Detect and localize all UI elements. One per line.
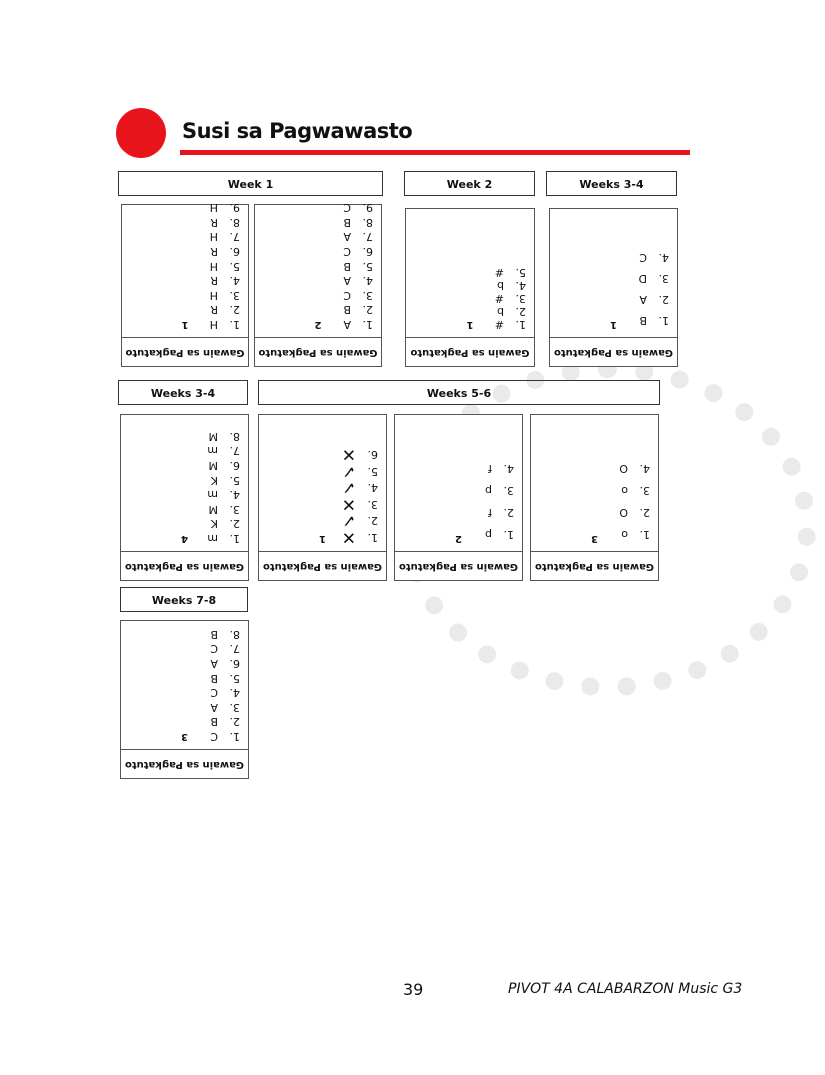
answer-value: # <box>494 318 504 331</box>
answer-item <box>406 266 526 279</box>
answer-value: m <box>207 444 218 458</box>
answer-value: b <box>497 305 504 318</box>
answer-panel <box>394 414 523 581</box>
item-number: 4. <box>658 251 669 264</box>
answer-item <box>121 472 240 487</box>
answer-value: B <box>210 671 218 685</box>
answer-item <box>550 289 669 310</box>
item-number: 8. <box>229 215 240 229</box>
panel-title: Gawain sa Pagkatuto 1 <box>122 337 248 366</box>
answer-panel <box>120 414 249 581</box>
answer-item <box>550 247 669 268</box>
answer-item <box>255 258 373 273</box>
item-number: 3. <box>367 498 378 511</box>
page-title: Susi sa Pagwawasto <box>182 119 413 143</box>
answer-item <box>395 457 514 479</box>
answer-item <box>259 496 378 513</box>
answer-panel <box>530 414 659 581</box>
answer-item <box>121 428 240 443</box>
item-number: 2. <box>515 305 526 318</box>
item-number: 5. <box>515 266 526 279</box>
item-number: 1. <box>229 318 240 331</box>
answer-item <box>121 501 240 516</box>
answer-value: B <box>210 627 218 641</box>
item-number: 4. <box>515 279 526 292</box>
item-number: 9. <box>362 201 373 215</box>
item-number: 3. <box>658 272 669 285</box>
item-number: 1. <box>503 528 514 541</box>
item-number: 6. <box>229 245 240 259</box>
answer-value: K <box>210 517 218 531</box>
answer-item <box>122 214 240 229</box>
answer-item <box>395 501 514 523</box>
item-number: 8. <box>229 627 240 641</box>
answer-item <box>121 487 240 502</box>
answer-item <box>122 229 240 244</box>
answer-value: B <box>343 259 351 273</box>
answer-panel <box>121 201 249 367</box>
answer-value: o <box>621 484 628 497</box>
item-number: 1. <box>367 531 378 544</box>
panel-title: Gawain sa Pagkatuto 3 <box>121 749 248 778</box>
item-number: 5. <box>229 259 240 273</box>
item-number: 3. <box>229 288 240 302</box>
page-number: 39 <box>403 980 424 999</box>
answer-item <box>255 287 373 302</box>
answer-item <box>406 292 526 305</box>
answer-mark-icon: ✓ <box>341 477 356 498</box>
answer-value: C <box>210 686 218 700</box>
weeks-5-6-header: Weeks 5-6 <box>258 380 660 405</box>
answer-value: R <box>210 245 218 259</box>
answer-mark-icon: ✕ <box>341 494 356 514</box>
answer-item <box>122 287 240 302</box>
item-number: 5. <box>367 465 378 478</box>
item-number: 5. <box>229 671 240 685</box>
item-number: 6. <box>362 245 373 259</box>
item-number: 3. <box>515 292 526 305</box>
answer-value: H <box>209 318 218 331</box>
answer-item <box>122 273 240 288</box>
answer-mark-icon: ✓ <box>341 461 356 481</box>
answer-value: B <box>210 715 218 729</box>
red-circle-bullet <box>116 108 166 158</box>
answer-item <box>121 670 240 685</box>
answer-value: f <box>488 462 492 475</box>
answer-value: b <box>497 279 504 292</box>
item-number: 1. <box>362 318 373 331</box>
item-number: 4. <box>639 462 650 475</box>
item-number: 4. <box>229 686 240 700</box>
answer-value: R <box>210 215 218 229</box>
answer-mark-icon: ✕ <box>341 527 356 547</box>
footer-text: PIVOT 4A CALABARZON Music G3 <box>508 981 743 997</box>
answer-item <box>122 243 240 258</box>
answer-item <box>259 446 378 463</box>
answer-value: H <box>209 259 218 273</box>
answer-item <box>255 243 373 258</box>
answer-value: p <box>485 528 492 541</box>
answer-value: A <box>343 318 351 331</box>
week-2-header: Week 2 <box>404 171 535 196</box>
item-number: 3. <box>639 484 650 497</box>
answer-item <box>121 641 240 656</box>
item-number: 2. <box>229 517 240 531</box>
item-number: 2. <box>658 293 669 306</box>
item-number: 3. <box>229 700 240 714</box>
answer-value: C <box>343 245 351 259</box>
item-number: 1. <box>658 314 669 327</box>
answer-value: K <box>210 473 218 487</box>
item-number: 4. <box>362 274 373 288</box>
answer-panel <box>549 208 678 367</box>
answer-value: o <box>621 528 628 541</box>
item-number: 5. <box>229 473 240 487</box>
answer-value: H <box>209 230 218 244</box>
answer-item <box>255 229 373 244</box>
item-number: 8. <box>229 429 240 443</box>
answer-value: m <box>207 488 218 502</box>
item-number: 2. <box>229 715 240 729</box>
answer-value: O <box>619 506 628 519</box>
item-number: 7. <box>229 230 240 244</box>
answer-value: D <box>638 272 647 285</box>
item-number: 4. <box>367 481 378 495</box>
item-number: 2. <box>503 506 514 519</box>
answer-value: A <box>210 657 218 671</box>
answer-item <box>406 279 526 292</box>
answer-value: m <box>207 532 218 545</box>
answer-item <box>122 200 240 215</box>
answer-item <box>255 200 373 215</box>
item-number: 1. <box>229 730 240 743</box>
answer-value: M <box>208 459 218 473</box>
answer-item <box>531 501 650 523</box>
answer-value: C <box>343 201 351 215</box>
answer-value: H <box>209 201 218 215</box>
answer-item <box>255 214 373 229</box>
answer-value: # <box>494 266 504 279</box>
answer-value: B <box>343 215 351 229</box>
answer-value: C <box>210 642 218 656</box>
answer-panel <box>258 414 387 581</box>
item-number: 2. <box>229 303 240 317</box>
item-number: 6. <box>367 448 378 462</box>
item-number: 4. <box>503 462 514 475</box>
answer-value: C <box>639 251 647 264</box>
item-number: 2. <box>367 514 378 528</box>
answer-value: f <box>488 506 492 519</box>
item-number: 3. <box>362 288 373 302</box>
item-number: 4. <box>229 488 240 502</box>
answer-value: M <box>208 502 218 516</box>
answer-panel <box>120 620 249 779</box>
answer-item <box>255 273 373 288</box>
answer-value: R <box>210 274 218 288</box>
item-number: 6. <box>229 459 240 473</box>
week-1-header: Week 1 <box>118 171 383 196</box>
weeks-3-4-header: Weeks 3-4 <box>546 171 677 196</box>
answer-item <box>259 463 378 480</box>
answer-mark-icon: ✕ <box>341 444 356 465</box>
item-number: 1. <box>639 528 650 541</box>
answer-panel <box>405 208 535 367</box>
item-number: 8. <box>362 215 373 229</box>
item-number: 4. <box>229 274 240 288</box>
weeks-3-4-header-2: Weeks 3-4 <box>118 380 248 405</box>
title-underline <box>180 150 690 155</box>
panel-title: Gawain sa Pagkatuto 2 <box>255 337 381 366</box>
answer-value: H <box>209 288 218 302</box>
item-number: 3. <box>229 502 240 516</box>
answer-item <box>531 479 650 501</box>
answer-value: A <box>343 274 351 288</box>
panel-title: Gawain sa Pagkatuto 1 <box>406 337 534 366</box>
answer-panel <box>254 201 382 367</box>
item-number: 7. <box>229 444 240 458</box>
answer-mark-icon: ✓ <box>341 510 356 531</box>
panel-title: Gawain sa Pagkatuto 4 <box>121 551 248 580</box>
item-number: 1. <box>515 318 526 331</box>
answer-item <box>121 626 240 641</box>
answer-value: # <box>494 292 504 305</box>
answer-value: A <box>210 700 218 714</box>
answer-item <box>121 443 240 458</box>
answer-item <box>121 685 240 700</box>
item-number: 9. <box>229 201 240 215</box>
item-number: 3. <box>503 484 514 497</box>
item-number: 7. <box>362 230 373 244</box>
answer-item <box>259 479 378 496</box>
answer-item <box>531 457 650 479</box>
answer-value: A <box>343 230 351 244</box>
item-number: 1. <box>229 532 240 545</box>
item-number: 2. <box>639 506 650 519</box>
item-number: 7. <box>229 642 240 656</box>
answer-value: M <box>208 429 218 443</box>
answer-value: B <box>639 314 647 327</box>
panel-title: Gawain sa Pagkatuto 1 <box>550 337 677 366</box>
panel-title: Gawain sa Pagkatuto 1 <box>259 551 386 580</box>
answer-item <box>121 699 240 714</box>
answer-value: A <box>639 293 647 306</box>
answer-value: B <box>343 303 351 317</box>
answer-value: C <box>210 730 218 743</box>
weeks-7-8-header: Weeks 7-8 <box>120 587 248 612</box>
answer-item <box>121 457 240 472</box>
panel-title: Gawain sa Pagkatuto 3 <box>531 551 658 580</box>
answer-value: C <box>343 288 351 302</box>
answer-item <box>550 268 669 289</box>
panel-title: Gawain sa Pagkatuto 2 <box>395 551 522 580</box>
item-number: 5. <box>362 259 373 273</box>
item-number: 2. <box>362 303 373 317</box>
answer-item <box>121 655 240 670</box>
answer-item <box>395 479 514 501</box>
answer-value: R <box>210 303 218 317</box>
answer-value: O <box>619 462 628 475</box>
answer-value: p <box>485 484 492 497</box>
answer-item <box>122 258 240 273</box>
item-number: 6. <box>229 657 240 671</box>
